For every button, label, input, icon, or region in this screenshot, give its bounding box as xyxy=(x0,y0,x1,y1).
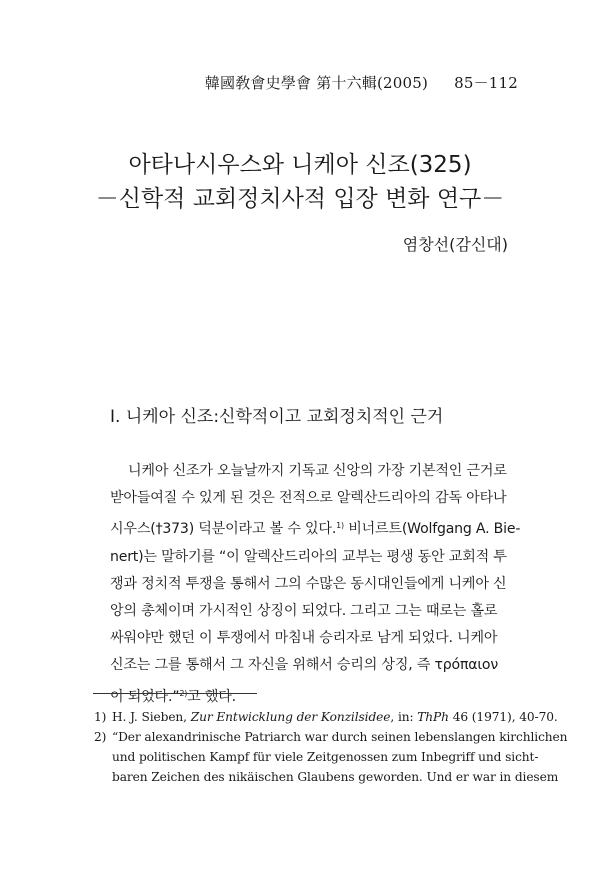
footnote-book-title: Zur Entwicklung der Konzilsidee xyxy=(190,710,391,724)
article-title: 아타나시우스와 니케아 신조(325) xyxy=(128,152,472,178)
footnote-ref-2: 2) xyxy=(179,688,188,698)
body-text: 이 되었다.” xyxy=(110,688,180,705)
body-line xyxy=(110,512,521,543)
section-heading: I. 니케아 신조:신학적이고 교회정치적인 근거 xyxy=(110,407,444,427)
body-line: 받아들여질 수 있게 된 것은 전적으로 알렉산드리아의 감독 아타나 xyxy=(110,490,507,507)
footnote-2-line: baren Zeichen des nikäischen Glaubens geworden. Und er war in diesem xyxy=(112,770,559,784)
body-text: 비너르트(Wolfgang A. Bie- xyxy=(343,521,521,538)
body-line: nert)는 말하기를 “이 알렉산드리아의 교부는 평생 동안 교회적 투 xyxy=(110,548,507,565)
footnote-text: “Der alexandrinische Patriarch war durch seinen lebenslangen kirchlichen xyxy=(112,730,568,744)
article-subtitle: －신학적 교회정치사적 입장 변화 연구－ xyxy=(95,186,505,212)
body-text: 고 했다. xyxy=(187,688,236,705)
body-line: 쟁과 정치적 투쟁을 통해서 그의 수많은 동시대인들에게 니케아 신 xyxy=(110,575,507,592)
footnote-ref-1: 1) xyxy=(336,521,344,531)
footnote-journal: ThPh xyxy=(417,710,449,724)
footnote-number: 1) xyxy=(94,710,107,724)
footnote-1 xyxy=(94,707,558,727)
running-header xyxy=(205,72,518,93)
footnote-text: , in: xyxy=(390,710,418,724)
body-text: 시우스(†373) 덕분이라고 볼 수 있다. xyxy=(110,521,337,538)
page-range: 85－112 xyxy=(454,74,518,92)
author-affiliation: 염창선(감신대) xyxy=(402,235,508,254)
footnote-number: 2) xyxy=(94,730,107,744)
footnote-2-line: und politischen Kampf für viele Zeitgenossen zum Inbegriff und sicht- xyxy=(112,750,539,764)
body-line: 신조는 그를 통해서 그 자신을 위해서 승리의 상징, 즉 τρόπαιον xyxy=(110,657,498,674)
footnote-author: H. J. Sieben, xyxy=(112,710,191,724)
body-line: 싸워야만 했던 이 투쟁에서 마침내 승리자로 남게 되었다. 니케아 xyxy=(110,630,498,647)
journal-title: 韓國敎會史學會 第十六輯(2005) xyxy=(204,74,429,92)
body-paragraph xyxy=(110,458,521,711)
footnotes xyxy=(94,707,568,787)
footnote-text: 46 (1971), 40-70. xyxy=(448,710,558,724)
footnote-2 xyxy=(94,727,568,747)
body-line: 니케아 신조가 오늘날까지 기독교 신앙의 가장 기본적인 근거로 xyxy=(128,463,507,479)
body-line: 앙의 총체이며 가시적인 상징이 되었다. 그리고 그는 때로는 홀로 xyxy=(110,603,498,620)
footnote-divider xyxy=(93,693,257,694)
